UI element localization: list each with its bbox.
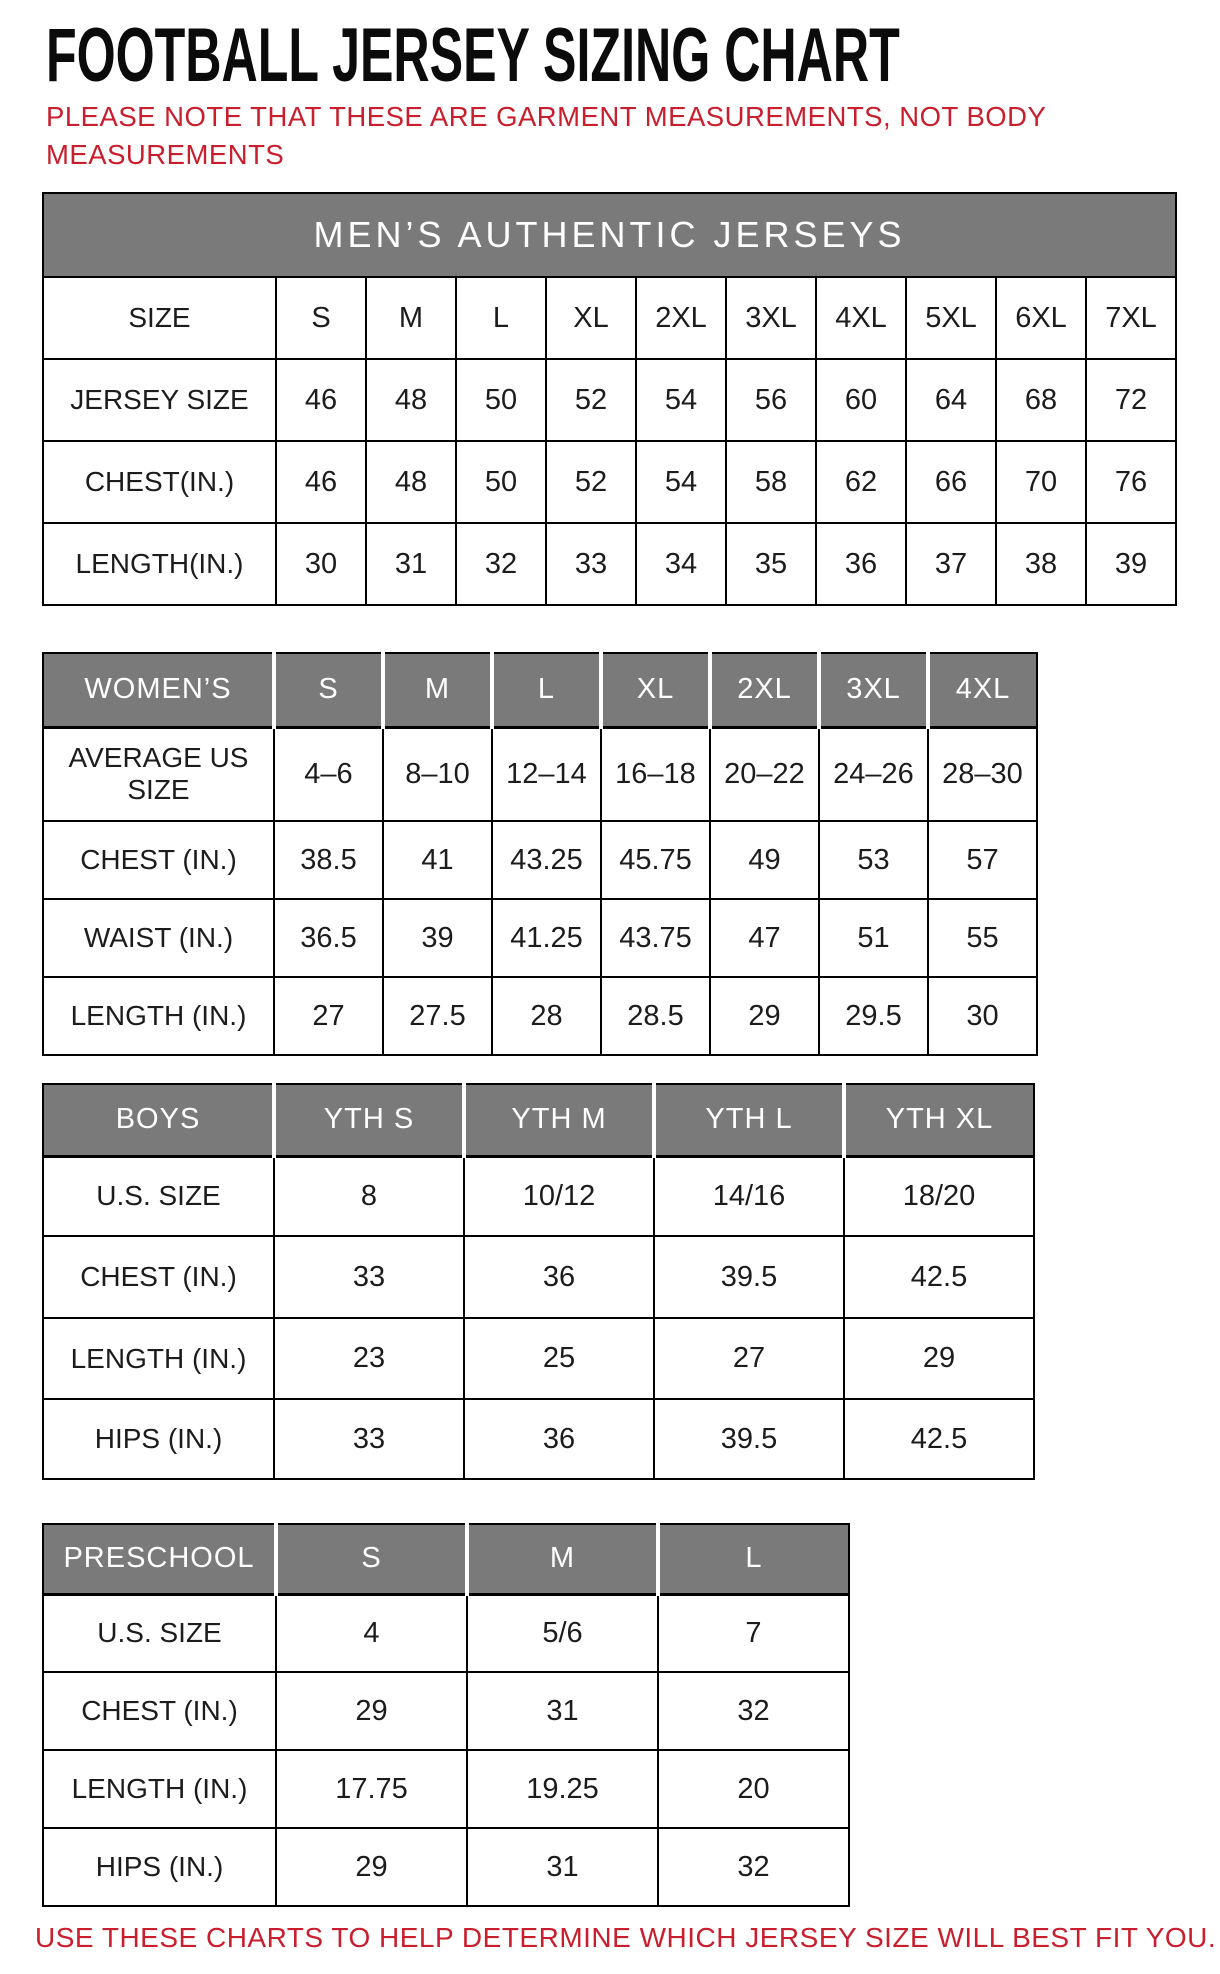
value-cell: 52 — [546, 441, 636, 523]
row-label: HIPS (IN.) — [43, 1828, 276, 1906]
col-header: PRESCHOOL — [43, 1524, 276, 1594]
row-label: LENGTH(IN.) — [43, 523, 276, 605]
table-row — [43, 441, 1176, 523]
col-header: XL — [601, 653, 710, 727]
value-cell: 42.5 — [844, 1236, 1034, 1318]
value-cell: 28.5 — [601, 977, 710, 1055]
value-cell: 23 — [274, 1318, 464, 1399]
table-row — [43, 821, 1037, 899]
value-cell: 31 — [366, 523, 456, 605]
table-header-row — [43, 1524, 849, 1594]
value-cell: 60 — [816, 359, 906, 441]
mens-jerseys-table — [42, 192, 1177, 606]
value-cell: 45.75 — [601, 821, 710, 899]
value-cell: 33 — [274, 1399, 464, 1479]
value-cell: 42.5 — [844, 1399, 1034, 1479]
value-cell: 10/12 — [464, 1156, 654, 1236]
value-cell: 39.5 — [654, 1399, 844, 1479]
col-header: YTH M — [464, 1084, 654, 1156]
value-cell: 41.25 — [492, 899, 601, 977]
row-label: LENGTH (IN.) — [43, 977, 274, 1055]
sizing-note-line-2: MEASUREMENTS — [46, 139, 285, 170]
value-cell: 33 — [546, 523, 636, 605]
table-row — [43, 1236, 1034, 1318]
value-cell: 54 — [636, 441, 726, 523]
value-cell: 38 — [996, 523, 1086, 605]
row-label: AVERAGE US SIZE — [43, 727, 274, 821]
col-header: M — [467, 1524, 658, 1594]
table-row — [43, 1828, 849, 1906]
value-cell: 19.25 — [467, 1750, 658, 1828]
value-cell: 29.5 — [819, 977, 928, 1055]
value-cell: 28 — [492, 977, 601, 1055]
value-cell: 43.25 — [492, 821, 601, 899]
value-cell: 30 — [928, 977, 1037, 1055]
table-row — [43, 1594, 849, 1672]
value-cell: 24–26 — [819, 727, 928, 821]
boys-table — [42, 1083, 1035, 1480]
table-row — [43, 1750, 849, 1828]
value-cell: 4 — [276, 1594, 467, 1672]
table-row — [43, 899, 1037, 977]
value-cell: 48 — [366, 359, 456, 441]
value-cell: 31 — [467, 1828, 658, 1906]
row-label: JERSEY SIZE — [43, 359, 276, 441]
value-cell: 58 — [726, 441, 816, 523]
value-cell: 64 — [906, 359, 996, 441]
value-cell: 48 — [366, 441, 456, 523]
col-header: YTH XL — [844, 1084, 1034, 1156]
value-cell: 37 — [906, 523, 996, 605]
row-label: CHEST (IN.) — [43, 1236, 274, 1318]
value-cell: 51 — [819, 899, 928, 977]
value-cell: 29 — [710, 977, 819, 1055]
table-header-row — [43, 1084, 1034, 1156]
value-cell: 20–22 — [710, 727, 819, 821]
value-cell: 27 — [274, 977, 383, 1055]
table-row — [43, 523, 1176, 605]
value-cell: 29 — [276, 1828, 467, 1906]
value-cell: 34 — [636, 523, 726, 605]
table-row — [43, 1156, 1034, 1236]
value-cell: 47 — [710, 899, 819, 977]
table-header-row — [43, 653, 1037, 727]
preschool-table — [42, 1523, 850, 1907]
row-label: CHEST (IN.) — [43, 821, 274, 899]
value-cell: 16–18 — [601, 727, 710, 821]
page-title: FOOTBALL JERSEY SIZING CHART — [46, 13, 900, 98]
value-cell: 32 — [658, 1672, 849, 1750]
value-cell: 27 — [654, 1318, 844, 1399]
value-cell: 36 — [464, 1236, 654, 1318]
value-cell: 4–6 — [274, 727, 383, 821]
sizing-note — [46, 98, 1046, 174]
value-cell: 72 — [1086, 359, 1176, 441]
value-cell: 36 — [464, 1399, 654, 1479]
size-header-cell: 5XL — [906, 277, 996, 359]
value-cell: 55 — [928, 899, 1037, 977]
row-label: LENGTH (IN.) — [43, 1318, 274, 1399]
table-row — [43, 359, 1176, 441]
value-cell: 32 — [456, 523, 546, 605]
row-label: HIPS (IN.) — [43, 1399, 274, 1479]
value-cell: 27.5 — [383, 977, 492, 1055]
col-header: S — [276, 1524, 467, 1594]
value-cell: 8 — [274, 1156, 464, 1236]
value-cell: 57 — [928, 821, 1037, 899]
col-header: BOYS — [43, 1084, 274, 1156]
value-cell: 29 — [276, 1672, 467, 1750]
value-cell: 49 — [710, 821, 819, 899]
value-cell: 70 — [996, 441, 1086, 523]
value-cell: 5/6 — [467, 1594, 658, 1672]
value-cell: 29 — [844, 1318, 1034, 1399]
value-cell: 53 — [819, 821, 928, 899]
col-header: WOMEN’S — [43, 653, 274, 727]
value-cell: 25 — [464, 1318, 654, 1399]
table-row — [43, 1399, 1034, 1479]
size-header-cell: S — [276, 277, 366, 359]
mens-banner: MEN’S AUTHENTIC JERSEYS — [43, 193, 1176, 277]
row-label: CHEST(IN.) — [43, 441, 276, 523]
col-header: M — [383, 653, 492, 727]
value-cell: 56 — [726, 359, 816, 441]
col-header: 2XL — [710, 653, 819, 727]
size-header-cell: 2XL — [636, 277, 726, 359]
col-header: YTH S — [274, 1084, 464, 1156]
womens-table — [42, 652, 1038, 1056]
value-cell: 39.5 — [654, 1236, 844, 1318]
value-cell: 36.5 — [274, 899, 383, 977]
value-cell: 68 — [996, 359, 1086, 441]
value-cell: 50 — [456, 359, 546, 441]
value-cell: 8–10 — [383, 727, 492, 821]
value-cell: 50 — [456, 441, 546, 523]
value-cell: 33 — [274, 1236, 464, 1318]
table-row — [43, 1318, 1034, 1399]
value-cell: 39 — [1086, 523, 1176, 605]
footer-note: USE THESE CHARTS TO HELP DETERMINE WHICH JERSEY SIZE WILL BEST FIT YOU. — [35, 1922, 1217, 1953]
col-header: YTH L — [654, 1084, 844, 1156]
col-header: L — [658, 1524, 849, 1594]
value-cell: 66 — [906, 441, 996, 523]
value-cell: 17.75 — [276, 1750, 467, 1828]
row-label: CHEST (IN.) — [43, 1672, 276, 1750]
sizing-note-line-1: PLEASE NOTE THAT THESE ARE GARMENT MEASUREMENTS, NOT BODY — [46, 101, 1047, 132]
value-cell: 32 — [658, 1828, 849, 1906]
row-label: WAIST (IN.) — [43, 899, 274, 977]
value-cell: 28–30 — [928, 727, 1037, 821]
value-cell: 41 — [383, 821, 492, 899]
col-header: L — [492, 653, 601, 727]
table-row — [43, 277, 1176, 359]
size-header-cell: L — [456, 277, 546, 359]
table-row — [43, 1672, 849, 1750]
value-cell: 30 — [276, 523, 366, 605]
value-cell: 46 — [276, 359, 366, 441]
col-header: 4XL — [928, 653, 1037, 727]
col-header: 3XL — [819, 653, 928, 727]
size-header-cell: 4XL — [816, 277, 906, 359]
size-header-cell: 7XL — [1086, 277, 1176, 359]
size-header-cell: XL — [546, 277, 636, 359]
row-label: SIZE — [43, 277, 276, 359]
row-label: U.S. SIZE — [43, 1156, 274, 1236]
value-cell: 76 — [1086, 441, 1176, 523]
value-cell: 43.75 — [601, 899, 710, 977]
size-header-cell: 3XL — [726, 277, 816, 359]
value-cell: 35 — [726, 523, 816, 605]
value-cell: 38.5 — [274, 821, 383, 899]
row-label: U.S. SIZE — [43, 1594, 276, 1672]
value-cell: 62 — [816, 441, 906, 523]
value-cell: 14/16 — [654, 1156, 844, 1236]
size-header-cell: M — [366, 277, 456, 359]
value-cell: 31 — [467, 1672, 658, 1750]
value-cell: 18/20 — [844, 1156, 1034, 1236]
table-row — [43, 727, 1037, 821]
value-cell: 36 — [816, 523, 906, 605]
col-header: S — [274, 653, 383, 727]
value-cell: 7 — [658, 1594, 849, 1672]
value-cell: 20 — [658, 1750, 849, 1828]
row-label: LENGTH (IN.) — [43, 1750, 276, 1828]
value-cell: 54 — [636, 359, 726, 441]
value-cell: 46 — [276, 441, 366, 523]
value-cell: 52 — [546, 359, 636, 441]
value-cell: 12–14 — [492, 727, 601, 821]
value-cell: 39 — [383, 899, 492, 977]
size-header-cell: 6XL — [996, 277, 1086, 359]
table-row — [43, 977, 1037, 1055]
